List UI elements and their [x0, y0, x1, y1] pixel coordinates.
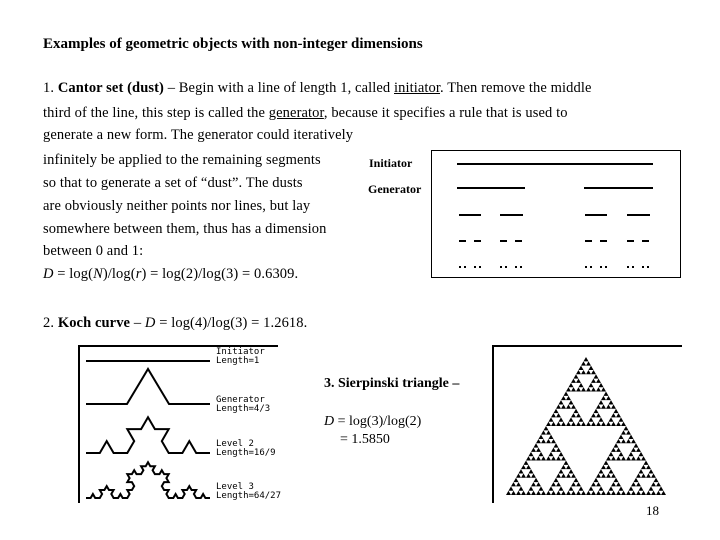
sierpinski-cell — [551, 422, 556, 426]
sierpinski-cell — [571, 422, 576, 426]
sierpinski-cell — [604, 392, 609, 396]
sierpinski-cell — [531, 482, 536, 486]
sierpinski-cell — [601, 491, 606, 495]
sierpinski-cell — [649, 469, 654, 473]
cantor-number: 1. — [43, 80, 55, 96]
sierpinski-cell — [509, 486, 514, 490]
sierpinski-cell — [536, 439, 541, 443]
sierpinski-cell — [654, 478, 659, 482]
sierpinski-cell — [564, 461, 569, 465]
sierpinski-cell — [629, 486, 634, 490]
sierpinski-cell — [626, 491, 631, 495]
sierpinski-cell — [581, 422, 586, 426]
sierpinski-cell — [519, 486, 524, 490]
sierpinski-cell — [639, 452, 644, 456]
sierpinski-cell — [526, 491, 531, 495]
cantor-after-initiator: . Then remove the middle — [440, 80, 592, 96]
koch-generator — [86, 369, 210, 404]
sierpinski-cell — [596, 404, 601, 408]
cantor-heading: Cantor set (dust) — [57, 80, 164, 96]
sierpinski-cell — [556, 473, 561, 477]
sierpinski-cell — [571, 491, 576, 495]
sierpinski-cell — [521, 473, 526, 477]
sierpinski-cell — [551, 491, 556, 495]
sierpinski-cell — [609, 469, 614, 473]
sierpinski-cell — [621, 422, 626, 426]
sierpinski-cell — [656, 482, 661, 486]
sierpinski-cell — [536, 448, 541, 452]
sierpinski-cell — [591, 370, 596, 374]
koch-title: Koch curve — [57, 315, 131, 331]
sierpinski-cell — [529, 486, 534, 490]
sierpinski-cell — [591, 482, 596, 486]
sierpinski-cell — [616, 422, 621, 426]
cantor-line-2 — [43, 102, 568, 124]
sierpinski-cell — [571, 404, 576, 408]
sierpinski-cell — [569, 417, 574, 421]
sierpinski-cell — [619, 435, 624, 439]
generator-term: generator — [268, 105, 324, 121]
sierpinski-cell — [576, 379, 581, 383]
formula-part: )/log( — [102, 266, 136, 282]
sierpinski-cell — [569, 469, 574, 473]
sierpinski-cell — [606, 491, 611, 495]
sierpinski-cell — [616, 413, 621, 417]
cantor-formula — [43, 263, 298, 285]
koch-label-generator: Generator Length=4/3 — [216, 395, 271, 414]
sierpinski-cell — [564, 392, 569, 396]
sierpinski-cell — [516, 491, 521, 495]
sierpinski-cell — [651, 473, 656, 477]
sierpinski-cell — [566, 387, 571, 391]
sierpinski-cell — [631, 491, 636, 495]
sierpinski-cell — [636, 491, 641, 495]
sierpinski-cell — [571, 482, 576, 486]
sierpinski-cell — [561, 465, 566, 469]
sierpinski-cell — [541, 439, 546, 443]
sierpinski-cell — [506, 491, 511, 495]
sierpinski-cell — [556, 448, 561, 452]
sierpinski-cell — [634, 478, 639, 482]
sierpinski-cell — [534, 443, 539, 447]
sierpinski-cell — [556, 482, 561, 486]
sierpinski-cell — [571, 387, 576, 391]
sierpinski-cell — [559, 417, 564, 421]
sierpinski-cell — [576, 370, 581, 374]
sierpinski-cell — [546, 491, 551, 495]
sierpinski-cell — [581, 387, 586, 391]
sierpinski-cell — [601, 396, 606, 400]
sierpinski-cell — [591, 379, 596, 383]
sierpinski-cell — [616, 448, 621, 452]
sierpinski-cell — [626, 456, 631, 460]
sierpinski-cell — [526, 465, 531, 469]
sierpinski-cell — [661, 491, 666, 495]
sierpinski-cell — [576, 482, 581, 486]
sierpinski-cell — [546, 456, 551, 460]
sierpinski-cell — [576, 422, 581, 426]
sierpinski-cell — [619, 417, 624, 421]
sierpinski-cell — [561, 491, 566, 495]
sierpinski-cell — [561, 396, 566, 400]
sierpinski-cell — [571, 379, 576, 383]
sierpinski-cell — [536, 456, 541, 460]
sierpinski-cell — [631, 448, 636, 452]
sierpinski-cell — [591, 413, 596, 417]
sierpinski-cell — [581, 361, 586, 365]
sierpinski-cell — [594, 478, 599, 482]
sierpinski-cell — [556, 422, 561, 426]
sierpinski-cell — [549, 452, 554, 456]
sierpinski-cell — [556, 491, 561, 495]
sierpinski-cell — [601, 465, 606, 469]
sierpinski-cell — [521, 491, 526, 495]
sierpinski-cell — [616, 456, 621, 460]
sierpinski-triangle-drawing — [492, 345, 682, 505]
sierpinski-cell — [639, 469, 644, 473]
sierpinski-triangle — [506, 357, 666, 495]
sierpinski-cell — [581, 491, 586, 495]
sierpinski-cell — [619, 486, 624, 490]
sierpinski-cell — [541, 491, 546, 495]
sierpinski-cell — [641, 491, 646, 495]
sierpinski-cell — [609, 400, 614, 404]
sierpinski-cell — [606, 456, 611, 460]
sierpinski-cell — [576, 491, 581, 495]
sierpinski-cell — [541, 456, 546, 460]
sierpinski-cell — [596, 422, 601, 426]
sierpinski-cell — [589, 486, 594, 490]
sierpinski-cell — [601, 422, 606, 426]
sierpinski-cell — [579, 366, 584, 370]
sierpinski-cell — [596, 387, 601, 391]
sierpinski-cell — [586, 361, 591, 365]
sierpinski-cell — [641, 465, 646, 469]
sierpinski-cell — [586, 370, 591, 374]
sierpinski-formula-line-1 — [324, 413, 421, 431]
sierpinski-cell — [639, 486, 644, 490]
sierpinski-cell — [616, 439, 621, 443]
sierpinski-cell — [566, 473, 571, 477]
sierpinski-cell — [606, 422, 611, 426]
sierpinski-cell — [531, 448, 536, 452]
koch-formula: = log(4)/log(3) = 1.2618. — [155, 315, 308, 331]
sierpinski-cell — [606, 396, 611, 400]
sierpinski-cell — [626, 439, 631, 443]
sierpinski-cell — [544, 426, 549, 430]
sierpinski-cell — [591, 387, 596, 391]
sierpinski-cell — [549, 486, 554, 490]
cantor-line2-b: , because it specifies a rule that is used to — [323, 105, 568, 121]
sierpinski-cell — [569, 486, 574, 490]
cantor-line-5: so that to generate a set of “dust”. The dusts — [43, 175, 303, 191]
sierpinski-formula-line-2: = 1.5850 — [340, 432, 390, 447]
sierpinski-cell — [656, 491, 661, 495]
sierpinski-cell — [566, 396, 571, 400]
sierpinski-cell — [536, 482, 541, 486]
koch-heading — [43, 312, 307, 334]
sierpinski-cell — [559, 400, 564, 404]
sierpinski-cell — [591, 422, 596, 426]
sierpinski-cell — [556, 404, 561, 408]
koch-label-level-3: Level 3 Length=64/27 — [216, 482, 282, 501]
sierpinski-cell — [599, 486, 604, 490]
sierpinski-cell — [621, 439, 626, 443]
sierpinski-cell — [514, 478, 519, 482]
page-title: Examples of geometric objects with non-integer dimensions — [43, 36, 423, 52]
sierpinski-cell — [591, 491, 596, 495]
sierpinski-cell — [574, 478, 579, 482]
sierpinski-cell — [586, 387, 591, 391]
sierpinski-cell — [659, 486, 664, 490]
sierpinski-cell — [601, 387, 606, 391]
sierpinski-cell — [554, 409, 559, 413]
sierpinski-cell — [596, 491, 601, 495]
sierpinski-cell — [531, 473, 536, 477]
cantor-line-4: infinitely be applied to the remaining segments — [43, 152, 321, 168]
sierpinski-cell — [641, 456, 646, 460]
formula-r: r — [135, 266, 142, 282]
sierpinski-cell — [611, 404, 616, 408]
sierpinski-cell — [599, 383, 604, 387]
sierpinski-cell — [589, 366, 594, 370]
koch-dash: – — [130, 315, 145, 331]
initiator-term: initiator — [394, 80, 441, 96]
sierpinski-cell — [636, 473, 641, 477]
cantor-line-1 — [43, 77, 592, 99]
formula-part: = log( — [53, 266, 94, 282]
sierpinski-cell — [561, 422, 566, 426]
sierpinski-cell — [646, 473, 651, 477]
koch-label-level-2: Level 2 Length=16/9 — [216, 439, 276, 458]
sierpinski-cell — [646, 491, 651, 495]
sierpinski-cell — [579, 486, 584, 490]
sierpinski-cell — [596, 482, 601, 486]
sierpinski-cell — [541, 430, 546, 434]
sierpinski-cell — [539, 452, 544, 456]
cantor-line-6: are obviously neither points nor lines, but lay — [43, 198, 311, 214]
formula-d: D — [43, 266, 54, 282]
sierpinski-cell — [556, 456, 561, 460]
sierpinski-cell — [596, 379, 601, 383]
sierpinski-cell — [526, 456, 531, 460]
sierpinski-cell — [551, 413, 556, 417]
sierpinski-cell — [531, 456, 536, 460]
sierpinski-cell — [581, 370, 586, 374]
sierpinski-cell — [631, 482, 636, 486]
sierpinski-cell — [636, 448, 641, 452]
cantor-line-7: somewhere between them, thus has a dimension — [43, 221, 327, 237]
sierpinski-cell — [616, 491, 621, 495]
sierpinski-cell — [546, 422, 551, 426]
sierpinski-cell — [516, 482, 521, 486]
sierpinski-cell — [621, 491, 626, 495]
sierpinski-cell — [621, 456, 626, 460]
formula-part: ) = log(2)/log(3) = 0.6309. — [141, 266, 299, 282]
sierpinski-cell — [529, 469, 534, 473]
sierpinski-cell — [636, 456, 641, 460]
sierpinski-cell — [566, 422, 571, 426]
koch-curve-drawing — [78, 345, 278, 505]
sierpinski-cell — [574, 374, 579, 378]
sierpinski-cell — [624, 426, 629, 430]
sierpinski-cell — [566, 404, 571, 408]
sierpinski-cell — [599, 469, 604, 473]
sierpinski-cell — [574, 409, 579, 413]
sierpinski-cell — [539, 435, 544, 439]
sierpinski-heading: 3. Sierpinski triangle – — [324, 376, 460, 391]
sierpinski-cell — [616, 482, 621, 486]
sierpinski-cell — [551, 439, 556, 443]
cantor-line-3: generate a new form. The generator could iteratively — [43, 127, 354, 143]
sierpinski-cell — [629, 452, 634, 456]
sierpinski-cell — [596, 413, 601, 417]
sierpinski-cell — [579, 417, 584, 421]
sierpinski-cell — [619, 452, 624, 456]
sierpinski-cell — [586, 422, 591, 426]
sierpinski-cell — [611, 413, 616, 417]
sierpinski-cell — [589, 383, 594, 387]
sierpinski-cell — [559, 486, 564, 490]
sierpinski-cell — [569, 383, 574, 387]
sierpinski-cell — [611, 422, 616, 426]
formula-n: N — [93, 266, 103, 282]
sierpinski-cell — [554, 478, 559, 482]
sierpinski-cell — [611, 456, 616, 460]
sierpinski-cell — [594, 409, 599, 413]
sierpinski-cell — [611, 482, 616, 486]
sierpinski-cell — [539, 486, 544, 490]
sierpinski-cell — [576, 387, 581, 391]
sierpinski-cell — [554, 443, 559, 447]
sierpinski-cell — [634, 443, 639, 447]
sierpinski-cell — [614, 409, 619, 413]
sierpinski-cell — [526, 473, 531, 477]
koch-level-3 — [86, 462, 210, 498]
sierpinski-cell — [549, 435, 554, 439]
sierpinski-cell — [524, 461, 529, 465]
sierpinski-formula-d: D — [324, 414, 335, 429]
sierpinski-cell — [551, 456, 556, 460]
sierpinski-cell — [586, 491, 591, 495]
sierpinski-cell — [561, 456, 566, 460]
sierpinski-cell — [641, 473, 646, 477]
sierpinski-cell — [644, 461, 649, 465]
sierpinski-cell — [589, 417, 594, 421]
sierpinski-cell — [551, 448, 556, 452]
sierpinski-cell — [556, 413, 561, 417]
sierpinski-cell — [569, 400, 574, 404]
sierpinski-cell — [606, 473, 611, 477]
sierpinski-cell — [571, 413, 576, 417]
sierpinski-cell — [511, 491, 516, 495]
sierpinski-cell — [604, 461, 609, 465]
sierpinski-cell — [636, 482, 641, 486]
cantor-line-8: between 0 and 1: — [43, 243, 144, 259]
sierpinski-cell — [579, 383, 584, 387]
sierpinski-cell — [536, 491, 541, 495]
sierpinski-cell — [611, 473, 616, 477]
cantor-intro: – Begin with a line of length 1, called — [167, 80, 391, 96]
sierpinski-cell — [649, 486, 654, 490]
sierpinski-cell — [651, 482, 656, 486]
koch-number: 2. — [43, 315, 58, 331]
sierpinski-cell — [529, 452, 534, 456]
sierpinski-formula: = log(3)/log(2) — [334, 414, 422, 429]
page-number: 18 — [646, 503, 659, 518]
sierpinski-cell — [559, 469, 564, 473]
sierpinski-cell — [596, 473, 601, 477]
sierpinski-cell — [606, 404, 611, 408]
sierpinski-cell — [576, 413, 581, 417]
sierpinski-cell — [561, 404, 566, 408]
sierpinski-cell — [631, 456, 636, 460]
sierpinski-cell — [511, 482, 516, 486]
sierpinski-cell — [549, 417, 554, 421]
sierpinski-cell — [521, 465, 526, 469]
sierpinski-cell — [646, 465, 651, 469]
initiator-label: Initiator — [369, 156, 413, 170]
sierpinski-cell — [559, 452, 564, 456]
sierpinski-cell — [546, 430, 551, 434]
sierpinski-cell — [626, 430, 631, 434]
sierpinski-cell — [546, 439, 551, 443]
sierpinski-cell — [609, 417, 614, 421]
koch-formula-d: D — [144, 315, 156, 331]
sierpinski-cell — [614, 478, 619, 482]
sierpinski-cell — [531, 491, 536, 495]
generator-label: Generator — [368, 182, 422, 196]
sierpinski-cell — [599, 417, 604, 421]
sierpinski-cell — [516, 473, 521, 477]
sierpinski-cell — [609, 452, 614, 456]
sierpinski-cell — [631, 439, 636, 443]
sierpinski-cell — [611, 491, 616, 495]
sierpinski-cell — [606, 465, 611, 469]
sierpinski-cell — [601, 473, 606, 477]
sierpinski-cell — [629, 435, 634, 439]
sierpinski-cell — [594, 374, 599, 378]
sierpinski-cell — [566, 491, 571, 495]
sierpinski-cell — [609, 486, 614, 490]
sierpinski-cell — [561, 473, 566, 477]
sierpinski-cell — [614, 443, 619, 447]
sierpinski-cell — [601, 404, 606, 408]
sierpinski-cell — [599, 400, 604, 404]
sierpinski-cell — [571, 473, 576, 477]
cantor-set-drawing — [431, 150, 681, 278]
sierpinski-cell — [534, 478, 539, 482]
sierpinski-cell — [519, 469, 524, 473]
cantor-line2-a: third of the line, this step is called the — [43, 105, 266, 121]
sierpinski-cell — [584, 357, 589, 361]
sierpinski-cell — [551, 482, 556, 486]
sierpinski-cell — [611, 448, 616, 452]
koch-level-2 — [86, 417, 210, 453]
koch-label-initiator: Initiator Length=1 — [216, 347, 265, 366]
sierpinski-cell — [651, 491, 656, 495]
sierpinski-cell — [566, 465, 571, 469]
sierpinski-cell — [621, 430, 626, 434]
